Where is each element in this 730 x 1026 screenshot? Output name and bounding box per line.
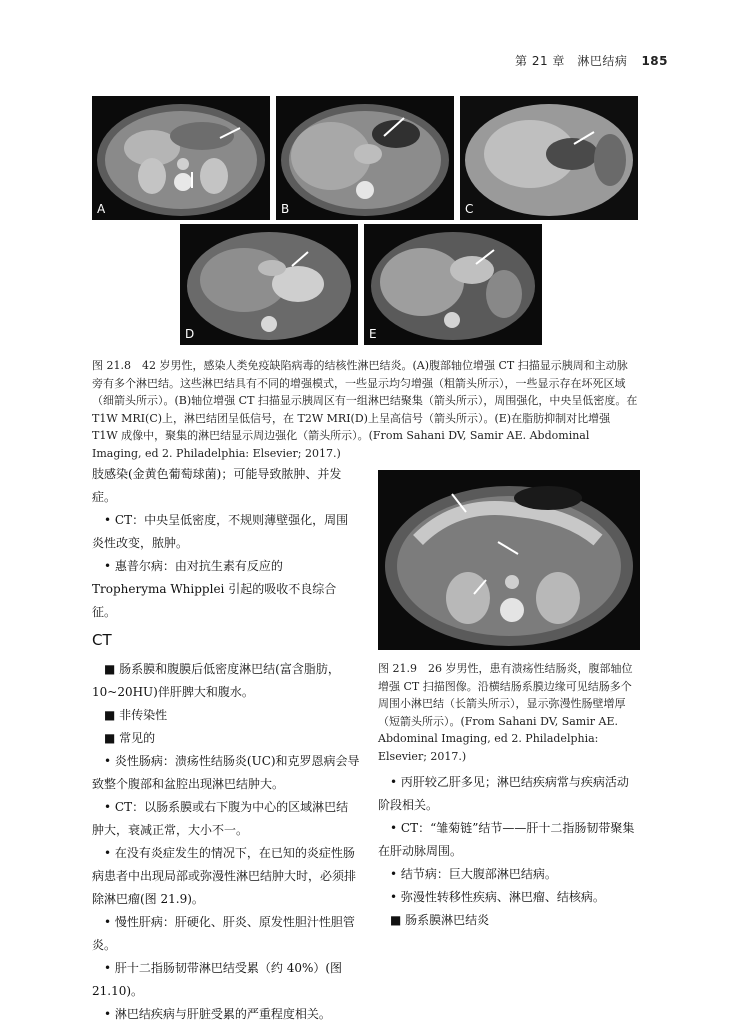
- paragraph: • 弥漫性转移性疾病、淋巴瘤、结核病。: [390, 890, 605, 904]
- left-column: [92, 463, 360, 1026]
- section-title: CT: [92, 631, 112, 649]
- figure-21-9-image: [378, 470, 640, 650]
- figure-21-8-panel-e: [364, 224, 542, 345]
- panel-label-d: D: [185, 327, 195, 341]
- running-header: [515, 52, 668, 69]
- paragraph: ■ 常见的: [104, 731, 156, 745]
- figure-21-8-panel-c: [460, 96, 638, 220]
- figure-21-8-panel-d: [180, 224, 358, 345]
- figure-21-8-caption: 图 21.8 42 岁男性，感染人类免疫缺陷病毒的结核性淋巴结炎。(A)腹部轴位增强 CT 扫描显示胰周和主动脉旁有多个淋巴结。这些淋巴结具有不同的增强模式，一些显示均匀增强（粗箭头所示），一些显示存在坏死区域（细箭头所示）。(B)轴位增强 CT 扫描显示胰周区有一组淋巴结聚集（箭头所示），周围强化，中央呈低密度。在 T1W MRI(C)上，淋巴结团呈低信号，在 T2W MRI(D)上呈高信号（箭头所示）。(E)在脂肪抑制对比增强 T1W 成像中，聚集的淋巴结显示周边强化（箭头所示）。(From Sahani DV, Samir AE. Abdominal Imaging, ed 2. Philadelphia: Elsevier; 2017.): [92, 359, 638, 460]
- paragraph: ■ 非传染性: [104, 708, 168, 722]
- paragraph: • 炎性肠病：溃疡性结肠炎(UC)和克罗恩病会导致整个腹部和盆腔出现淋巴结肿大。: [92, 754, 360, 791]
- paragraph: • 惠普尔病：由对抗生素有反应的 Tropheryma Whipplei 引起的吸收不良综合征。: [92, 559, 337, 619]
- paragraph: ■ 肠系膜和腹膜后低密度淋巴结(富含脂肪，10~20HU)伴肝脾大和腹水。: [92, 662, 340, 699]
- panel-label-a: A: [97, 202, 106, 216]
- figure-21-8-panel-a: [92, 96, 270, 220]
- paragraph: • CT：以肠系膜或右下腹为中心的区域淋巴结肿大，衰减正常，大小不一。: [92, 800, 349, 837]
- paragraph: 肢感染(金黄色葡萄球菌)；可能导致脓肿、并发症。: [92, 467, 342, 504]
- panel-label-e: E: [369, 327, 377, 341]
- chapter-title: 第 21 章 淋巴结病: [515, 54, 628, 68]
- paragraph: • 淋巴结疾病与肝脏受累的严重程度相关。: [104, 1007, 331, 1021]
- panel-label-b: B: [281, 202, 290, 216]
- paragraph: • 肝十二指肠韧带淋巴结受累（约 40%）(图 21.10)。: [92, 961, 343, 998]
- paragraph: • 丙肝较乙肝多见；淋巴结疾病常与疾病活动阶段相关。: [378, 775, 629, 812]
- paragraph: • 结节病：巨大腹部淋巴结病。: [390, 867, 557, 881]
- figure-21-9-caption: 图 21.9 26 岁男性，患有溃疡性结肠炎，腹部轴位增强 CT 扫描图像。沿横结肠系膜边缘可见结肠多个周围小淋巴结（长箭头所示），显示弥漫性肠壁增厚（短箭头所示）。(From Sahani DV, Samir AE. Abdominal Imaging, ed 2. Philadelphia: Elsevier; 2017.): [378, 662, 633, 763]
- paragraph: ■ 肠系膜淋巴结炎: [390, 913, 490, 927]
- page-number: 185: [641, 54, 668, 68]
- paragraph: • CT：“雏菊链”结节——肝十二指肠韧带聚集在肝动脉周围。: [378, 821, 635, 858]
- right-column: [378, 771, 640, 932]
- figure-21-8-panel-b: [276, 96, 454, 220]
- paragraph: • 慢性肝病：肝硬化、肝炎、原发性胆汁性胆管炎。: [92, 915, 355, 952]
- paragraph: • 在没有炎症发生的情况下，在已知的炎症性肠病患者中出现局部或弥漫性淋巴结肿大时，必须排除淋巴瘤(图 21.9)。: [92, 846, 357, 906]
- panel-label-c: C: [465, 202, 474, 216]
- paragraph: • CT：中央呈低密度，不规则薄壁强化，周围炎性改变，脓肿。: [92, 513, 349, 550]
